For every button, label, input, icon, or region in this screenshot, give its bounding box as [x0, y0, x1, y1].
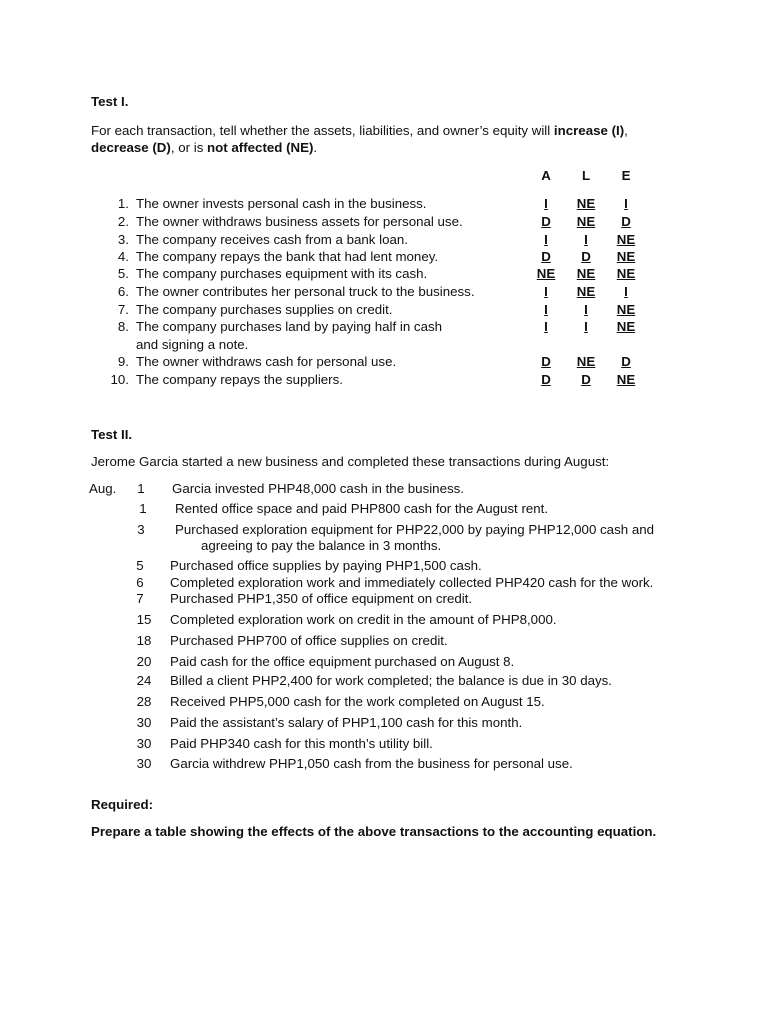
answer-equity: NE: [616, 302, 636, 317]
column-header-liabilities: L: [581, 168, 591, 183]
transaction-text: Rented office space and paid PHP800 cash for the August rent.: [175, 501, 549, 516]
answer-liabilities: NE: [576, 354, 596, 369]
transaction-text-continued: agreeing to pay the balance in 3 months.: [201, 538, 442, 553]
answer-equity: NE: [616, 266, 636, 281]
required-label: Required:: [91, 797, 154, 812]
item-text: The owner withdraws business assets for personal use.: [136, 214, 463, 229]
item-number: 2.: [117, 214, 129, 229]
transaction-day: 24: [136, 673, 152, 688]
item-text: The owner invests personal cash in the business.: [136, 196, 427, 211]
item-text: The company purchases equipment with its cash.: [136, 266, 428, 281]
required-instruction: Prepare a table showing the effects of the above transactions to the accounting equation.: [91, 824, 657, 839]
test1-heading: Test I.: [91, 94, 129, 109]
item-text: The company repays the suppliers.: [136, 372, 343, 387]
answer-assets: D: [541, 372, 551, 387]
transaction-day: 5: [136, 558, 144, 573]
intro-middle: , or is: [170, 140, 208, 155]
item-text: The company purchases land by paying half in cash: [136, 319, 443, 334]
transaction-text: Paid the assistant’s salary of PHP1,100 cash for this month.: [170, 715, 523, 730]
answer-equity: NE: [616, 249, 636, 264]
answer-liabilities: I: [584, 302, 588, 317]
intro-increase: increase (I): [553, 123, 625, 138]
answer-equity: D: [621, 354, 631, 369]
item-text: The company repays the bank that had lent money.: [136, 249, 439, 264]
answer-liabilities: I: [584, 232, 588, 247]
transaction-day: 3: [137, 522, 145, 537]
answer-equity: I: [624, 284, 628, 299]
month-label: Aug.: [89, 481, 117, 496]
answer-liabilities: NE: [576, 214, 596, 229]
transaction-text: Received PHP5,000 cash for the work completed on August 15.: [170, 694, 545, 709]
transaction-text: Purchased PHP700 of office supplies on credit.: [170, 633, 448, 648]
answer-assets: D: [541, 214, 551, 229]
test2-intro: Jerome Garcia started a new business and completed these transactions during August:: [91, 454, 610, 469]
transaction-text: Purchased PHP1,350 of office equipment on credit.: [170, 591, 473, 606]
item-number: 4.: [117, 249, 129, 264]
item-number: 6.: [117, 284, 129, 299]
transaction-day: 1: [137, 481, 145, 496]
item-number: 1.: [117, 196, 129, 211]
transaction-text: Purchased office supplies by paying PHP1,500 cash.: [170, 558, 482, 573]
answer-assets: I: [544, 232, 548, 247]
intro-decrease: decrease (D): [91, 140, 171, 155]
test1-intro-line1: [91, 123, 628, 138]
transaction-text: Garcia withdrew PHP1,050 cash from the business for personal use.: [170, 756, 573, 771]
item-text: The company purchases supplies on credit.: [136, 302, 393, 317]
answer-assets: I: [544, 302, 548, 317]
answer-liabilities: D: [581, 372, 591, 387]
answer-liabilities: NE: [576, 196, 596, 211]
answer-assets: D: [541, 249, 551, 264]
transaction-day: 28: [136, 694, 152, 709]
item-number: 10.: [110, 372, 129, 387]
column-header-assets: A: [541, 168, 551, 183]
item-number: 8.: [117, 319, 129, 334]
answer-assets: I: [544, 196, 548, 211]
answer-assets: NE: [536, 266, 556, 281]
intro-comma: ,: [624, 123, 628, 138]
transaction-day: 20: [136, 654, 152, 669]
item-text: The company receives cash from a bank loan.: [136, 232, 408, 247]
answer-assets: D: [541, 354, 551, 369]
transaction-text: Paid cash for the office equipment purchased on August 8.: [170, 654, 515, 669]
item-text-continued: and signing a note.: [136, 337, 249, 352]
column-header-equity: E: [621, 168, 631, 183]
answer-assets: I: [544, 284, 548, 299]
item-number: 9.: [117, 354, 129, 369]
item-text: The owner withdraws cash for personal use.: [136, 354, 397, 369]
answer-equity: I: [624, 196, 628, 211]
transaction-day: 30: [136, 756, 152, 771]
transaction-day: 1: [139, 501, 147, 516]
transaction-day: 30: [136, 736, 152, 751]
transaction-text: Completed exploration work and immediately collected PHP420 cash for the work.: [170, 575, 654, 590]
answer-liabilities: NE: [576, 284, 596, 299]
answer-equity: NE: [616, 372, 636, 387]
item-number: 3.: [117, 232, 129, 247]
answer-liabilities: I: [584, 319, 588, 334]
transaction-day: 18: [136, 633, 152, 648]
test2-heading: Test II.: [91, 427, 133, 442]
transaction-day: 30: [136, 715, 152, 730]
answer-equity: NE: [616, 319, 636, 334]
answer-equity: D: [621, 214, 631, 229]
transaction-day: 7: [136, 591, 144, 606]
transaction-text: Garcia invested PHP48,000 cash in the business.: [172, 481, 464, 496]
transaction-text: Completed exploration work on credit in the amount of PHP8,000.: [170, 612, 557, 627]
transaction-day: 15: [136, 612, 152, 627]
item-number: 7.: [117, 302, 129, 317]
item-number: 5.: [117, 266, 129, 281]
intro-not-affected: not affected (NE): [207, 140, 314, 155]
item-text: The owner contributes her personal truck to the business.: [136, 284, 475, 299]
transaction-text: Billed a client PHP2,400 for work completed; the balance is due in 30 days.: [170, 673, 613, 688]
test1-intro-line2: [91, 140, 317, 155]
intro-prefix: For each transaction, tell whether the assets, liabilities, and owner’s equity will: [91, 123, 554, 138]
answer-assets: I: [544, 319, 548, 334]
transaction-day: 6: [136, 575, 144, 590]
transaction-text: Paid PHP340 cash for this month’s utility bill.: [170, 736, 433, 751]
answer-equity: NE: [616, 232, 636, 247]
answer-liabilities: D: [581, 249, 591, 264]
transaction-text: Purchased exploration equipment for PHP22,000 by paying PHP12,000 cash and: [175, 522, 654, 537]
intro-end: .: [313, 140, 318, 155]
answer-liabilities: NE: [576, 266, 596, 281]
